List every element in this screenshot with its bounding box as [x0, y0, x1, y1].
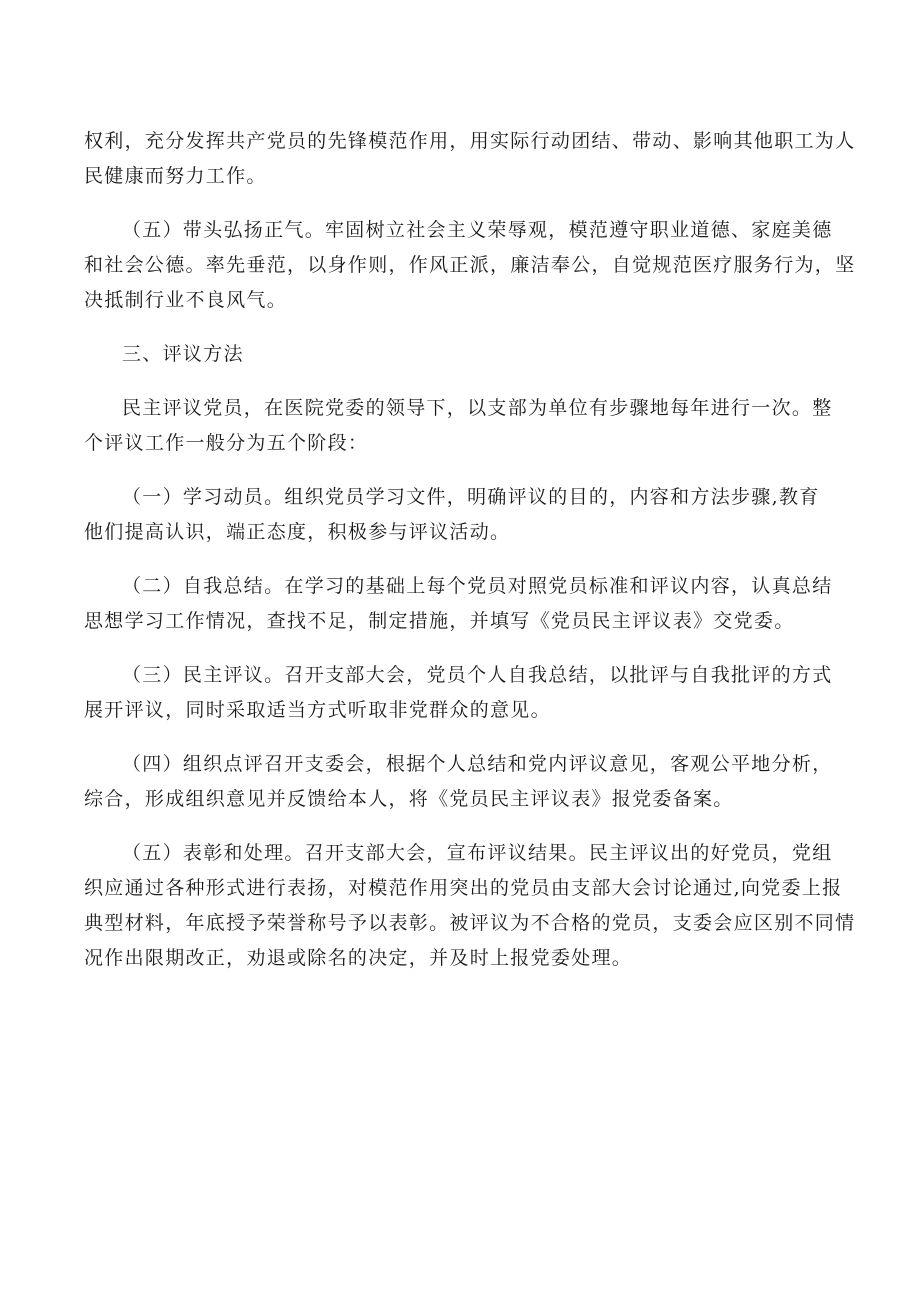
paragraph-evaluation-intro — [84, 391, 854, 461]
text-line: 典型材料，年底授予荣誉称号予以表彰。被评议为不合格的党员，支委会应区别不同情 — [84, 912, 856, 934]
text-line: 思想学习工作情况，查找不足，制定措施，并填写《党员民主评议表》交党委。 — [84, 610, 795, 632]
paragraph-stage-3 — [84, 658, 854, 728]
text-line: （三）民主评议。召开支部大会，党员个人自我总结，以批评与自我批评的方式 — [122, 664, 833, 686]
text-line: 权利，充分发挥共产党员的先锋模范作用，用实际行动团结、带动、影响其他职工为人 — [84, 130, 856, 152]
text-line: 个评议工作一般分为五个阶段： — [84, 432, 369, 454]
text-line: 他们提高认识，端正态度，积极参与评议活动。 — [84, 521, 511, 543]
paragraph-stage-5 — [84, 836, 854, 976]
text-line: （一）学习动员。组织党员学习文件，明确评议的目的，内容和方法步骤,教育 — [122, 486, 820, 508]
paragraph-stage-2 — [84, 569, 854, 639]
text-line: 织应通过各种形式进行表扬，对模范作用突出的党员由支部大会讨论通过,向党委上报 — [84, 877, 843, 899]
section-heading-evaluation-method — [84, 337, 854, 372]
paragraph-rights — [84, 124, 854, 194]
paragraph-item-5-righteousness — [84, 213, 854, 318]
document-body — [84, 124, 854, 995]
text-line: （四）组织点评召开支委会，根据个人总结和党内评议意见，客观公平地分析， — [122, 753, 833, 775]
text-line: 决抵制行业不良风气。 — [84, 289, 288, 311]
text-line: 综合，形成组织意见并反馈给本人，将《党员民主评议表》报党委备案。 — [84, 788, 734, 810]
text-line: （五）表彰和处理。召开支部大会，宣布评议结果。民主评议出的好党员，党组 — [122, 842, 833, 864]
text-line: 况作出限期改正，劝退或除名的决定，并及时上报党委处理。 — [84, 947, 633, 969]
text-line: （五）带头弘扬正气。牢固树立社会主义荣辱观，模范遵守职业道德、家庭美德 — [122, 219, 833, 241]
text-line: 民健康而努力工作。 — [84, 165, 267, 187]
text-line: （二）自我总结。在学习的基础上每个党员对照党员标准和评议内容，认真总结 — [122, 575, 833, 597]
text-line: 展开评议，同时采取适当方式听取非党群众的意见。 — [84, 699, 551, 721]
text-line: 和社会公德。率先垂范，以身作则，作风正派，廉洁奉公，自觉规范医疗服务行为，坚 — [84, 254, 856, 276]
text-line: 民主评议党员，在医院党委的领导下，以支部为单位有步骤地每年进行一次。整 — [122, 397, 833, 419]
paragraph-stage-1 — [84, 480, 854, 550]
section-heading-text: 三、评议方法 — [122, 343, 244, 365]
paragraph-stage-4 — [84, 747, 854, 817]
